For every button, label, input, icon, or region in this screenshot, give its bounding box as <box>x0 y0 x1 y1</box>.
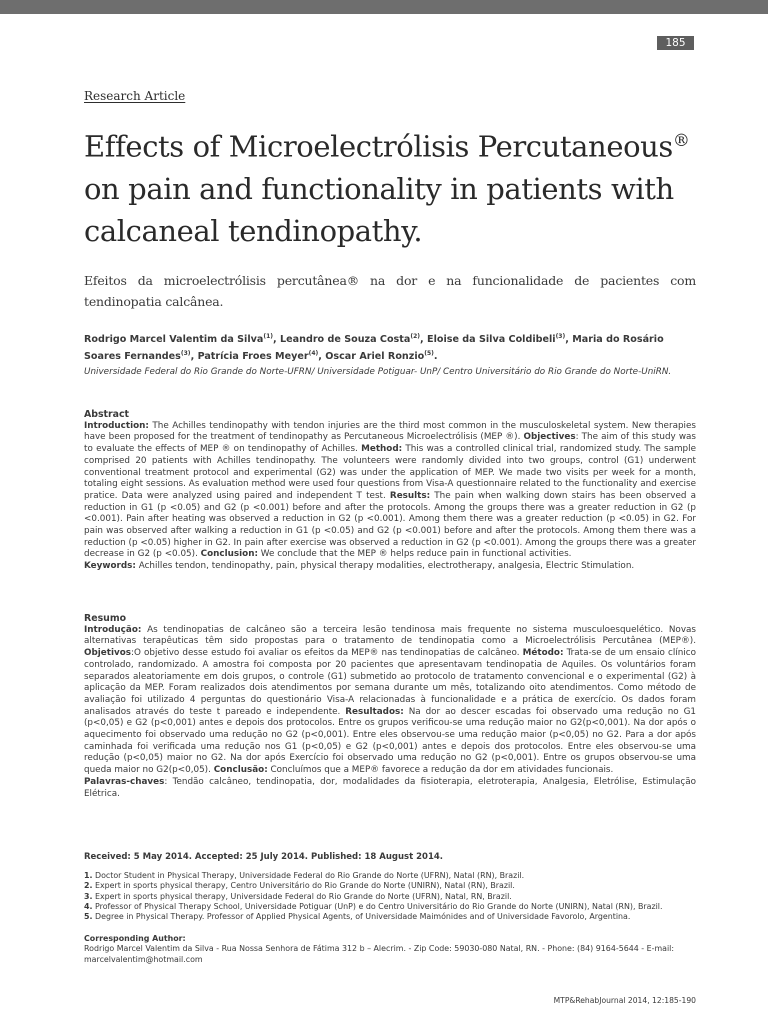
top-bar <box>0 0 768 14</box>
author-name: Oscar Ariel Ronzio <box>325 351 425 363</box>
note-text: Expert in sports physical therapy, Universidade Federal do Rio Grande do Norte (UFRN), Natal, RN, Brazil. <box>92 891 512 901</box>
title-rest: on pain and functionality in patients with calcaneal tendinopathy. <box>84 171 674 248</box>
resumo-method: Trata-se de um ensaio clínico controlado, randomizado. A amostra foi composta por 20 pacientes que apresentavam tendinopatia de Aquiles. Os voluntários foram separados aleatoriamente em dois grupos, o controle (G1) submetido ao protocolo de tratamento convencional e o experimental (G2) à aplicação da MEP. Foram realizados dois atendimentos por semana durante um mês, totalizando oito atendimentos. Como método de avaliação foi utilizado 4 perguntas do questionário Visa-A relacionadas à funcionalidade e a prática de exercício. Os dados foram analisados através do teste t pareado e independente. <box>84 648 696 717</box>
corresponding-text: Rodrigo Marcel Valentim da Silva - Rua Nossa Senhora de Fátima 312 b – Alecrim. - Zip Code: 59030-080 Natal, RN. - Phone: (84) 9164-5644 - E-mail: marcelvalentim@hotmail.com <box>84 944 675 964</box>
registered-mark: ® <box>672 131 690 151</box>
author-name: Eloise da Silva Coldibeli <box>427 334 556 346</box>
resumo-conclusion-label: Conclusão: <box>213 765 268 776</box>
resumo-objectives: :O objetivo desse estudo foi avaliar os efeitos da MEP® nas tendinopatias de calcâneo. <box>131 648 523 659</box>
resumo-intro-label: Introdução: <box>84 624 142 635</box>
abstract-results: The pain when walking down stairs has been observed a reduction in G1 (p <0.05) and G2 (p <0.001) before and after the protocols. Among the groups there was a greater reduction in G2 (p <0.001). Pain after heating was observed a reduction in G2 (p <0.001). Among them there was a greater reduction (p <0.05) in G2. For pain was observed after walking a reduction in G1 (p <0.05) and G2 (p <0.001) before and after the protocols. Among them there was a reduction (p <0.05) higher in G2. In pain after exercise was observed a reduction in G2 (p <0.001). Among the groups there was a greater decrease in G2 (p <0.05). <box>84 490 696 560</box>
resumo-keywords: : Tendão calcâneo, tendinopatia, dor, modalidades da fisioterapia, eletroterapia, Analgesia, Eletrólise, Estimulação Elétrica. <box>84 776 696 799</box>
resumo-conclusion: Concluímos que a MEP® favorece a redução da dor em atividades funcionais. <box>267 765 614 776</box>
article-type: Research Article <box>84 89 186 103</box>
resumo-objectives-label: Objetivos <box>84 648 131 659</box>
note-number: 2. <box>84 881 93 891</box>
note-number: 4. <box>84 901 93 911</box>
resumo-intro: As tendinopatias de calcâneo são a terceira lesão tendinosa mais frequente no sistema musculoesquelético. Novas alternativas terapêuticas têm sido propostas para o tratamento de tendinopatia como a Microelectrólisis Percutânea (MEP®). <box>84 624 696 647</box>
abstract-conclusion: We conclude that the MEP ® helps reduce pain in functional activities. <box>258 549 572 560</box>
author-name: Patrícia Froes Meyer <box>197 351 309 363</box>
author-affiliation-ref: (1) <box>263 333 274 340</box>
article-title <box>84 120 696 252</box>
note-text: Expert in sports physical therapy, Centro Universitário do Rio Grande do Norte (UNIRN), Natal (RN), Brazil. <box>92 881 515 891</box>
abstract-intro-label: Introduction: <box>84 420 149 431</box>
author-name: Rodrigo Marcel Valentim da Silva <box>84 334 264 346</box>
author-list: Rodrigo Marcel Valentim da Silva$^{(1)}$, Leandro de Souza Costa$^{(2)}$, Eloise da Silva Coldibeli$^{(3)}$, Maria do Rosário Soares Fernandes$^{(3)}$, Patrícia Froes Meyer$^{(4)}$, Oscar Ariel Ronzio$^{(5)}$. <box>84 333 664 363</box>
journal-citation: MTP&RehabJournal 2014, 12:185-190 <box>553 996 696 1005</box>
author-affiliation-ref: (4) <box>308 350 319 358</box>
abstract-section <box>84 409 696 573</box>
note-item <box>84 892 704 902</box>
abstract-results-label: Results: <box>389 490 431 501</box>
note-text: Doctor Student in Physical Therapy, Universidade Federal do Rio Grande do Norte (UFRN), Natal (RN), Brazil. <box>92 871 525 880</box>
abstract-method: This was a controlled clinical trial, randomized study. The sample comprised 20 patients with Achilles tendinopathy. The volunteers were randomly divided into two groups, control (G1) underwent conventional treatment protocol and experimental (G2) was under the application of MEP. We made two visits per week for a month, totaling eight sessions. As evaluation method were used four questions from Visa-A questionnaire related to the functionality and exercise pratice. Data were analyzed using paired and independent T test. <box>84 444 696 501</box>
title-main: Effects of Microelectrólisis Percutaneous <box>84 129 673 164</box>
author-affiliation-ref: (2) <box>410 333 421 340</box>
resumo-heading: Resumo <box>84 613 127 624</box>
abstract-keywords: Achilles tendon, tendinopathy, pain, physical therapy modalities, electrotherapy, analgesia, Electric Stimulation. <box>135 561 635 572</box>
abstract-objectives: : The aim of this study was to evaluate the effects of MEP ® on tendinopathy of Achilles. <box>84 432 696 455</box>
affiliation-notes <box>84 871 704 922</box>
author-affiliation-ref: (5) <box>424 350 434 358</box>
abstract-heading: Abstract <box>84 409 130 420</box>
resumo-results-label: Resultados: <box>345 706 404 717</box>
resumo-section <box>84 613 696 800</box>
note-text: Degree in Physical Therapy. Professor of Applied Physical Agents, of Universidade Maimónides and of Universidade Favorolo, Argentina. <box>92 912 631 922</box>
article-subtitle: Efeitos da microelectrólisis percutânea® na dor e na funcionalidade de pacientes com tendinopatia calcânea. <box>84 273 696 309</box>
note-item <box>84 871 704 881</box>
corresponding-heading: Corresponding Author: <box>84 934 186 943</box>
author-name: Maria do Rosário Soares Fernandes <box>84 334 664 363</box>
affiliation: Universidade Federal do Rio Grande do Norte-UFRN/ Universidade Potiguar- UnP/ Centro Universitário do Rio Grande do Norte-UniRN. <box>84 367 672 377</box>
note-number: 3. <box>84 891 93 901</box>
abstract-objectives-label: Objectives <box>523 432 576 443</box>
abstract-intro: The Achilles tendinopathy with tendon injuries are the third most common in the musculoskeletal system. New therapies have been proposed for the treatment of tendinopathy as Percutaneous Microelectrólisis (MEP ®). <box>84 420 696 443</box>
abstract-keywords-label: Keywords: <box>84 561 136 572</box>
note-text: Professor of Physical Therapy School, Universidade Potiguar (UnP) e do Centro Universitário do Rio Grande do Norte (UNIRN), Natal (RN), Brazil. <box>92 901 663 911</box>
note-number: 1. <box>84 871 93 880</box>
resumo-results: Na dor ao descer escadas foi observado uma redução no G1 (p<0,05) e G2 (p<0,001) antes e depois dos protocolos. Entre os grupos verificou-se uma redução maior no G2(p<0,001). Na dor após o aquecimento foi observado uma redução no G2 (p<0,001). Entre eles observou-se uma redução maior (p<0,05) no G2. Para a dor após caminhada foi verificada uma redução nos G1 (p<0,05) e G2 (p<0,001) antes e depois dos protocolos. Entre eles observou-se uma redução (p<0,05) maior no G2. Na dor após Exercício foi observado uma redução no G2 (p<0,001). Entre os grupos observou-se uma queda maior no G2(p<0,05). <box>84 706 696 776</box>
note-number: 5. <box>84 912 93 922</box>
abstract-conclusion-label: Conclusion: <box>200 549 259 560</box>
abstract-method-label: Method: <box>361 444 403 455</box>
note-item <box>84 881 704 891</box>
note-item <box>84 902 704 912</box>
page-number: 185 <box>657 36 694 50</box>
resumo-keywords-label: Palavras-chaves <box>84 776 165 787</box>
corresponding-author <box>84 934 696 965</box>
author-affiliation-ref: (3) <box>180 350 191 358</box>
received-dates: Received: 5 May 2014. Accepted: 25 July 2014. Published: 18 August 2014. <box>84 852 443 862</box>
author-affiliation-ref: (3) <box>555 333 566 340</box>
resumo-method-label: Método: <box>522 648 564 659</box>
author-name: Leandro de Souza Costa <box>280 334 411 346</box>
note-item <box>84 912 704 922</box>
